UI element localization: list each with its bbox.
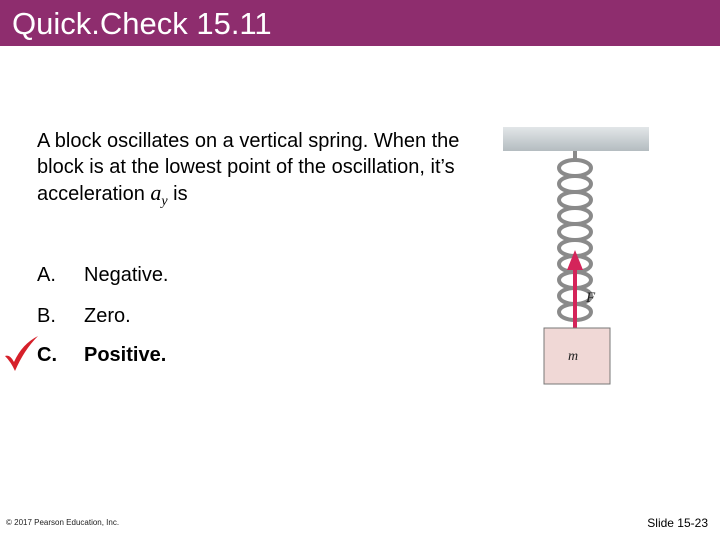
choice-text: Negative. (84, 264, 169, 286)
spring-block-diagram (500, 124, 655, 389)
ceiling-support (503, 127, 649, 151)
mass-label: m (568, 349, 579, 364)
choice-b[interactable] (37, 304, 131, 328)
question-text-end: is (167, 183, 188, 205)
slide-title: Quick.Check 15.11 (12, 6, 272, 41)
choice-letter: C. (37, 344, 57, 366)
question-text-main: A block oscillates on a vertical spring. When the block is at the lowest point of the oscillation, it’s acceleration (37, 130, 460, 205)
acceleration-symbol: a (150, 180, 162, 205)
choice-c[interactable] (37, 343, 166, 367)
title-bar (0, 0, 720, 46)
checkmark-icon (2, 334, 42, 374)
choice-text: Zero. (84, 305, 131, 327)
slide-number: Slide 15-23 (647, 516, 708, 530)
choice-a[interactable] (37, 263, 169, 287)
force-label: F (586, 290, 596, 306)
choice-letter: B. (37, 305, 56, 327)
acceleration-subscript: y (161, 194, 168, 209)
question-text (37, 128, 467, 210)
choice-text: Positive. (84, 344, 167, 366)
copyright-text: © 2017 Pearson Education, Inc. (6, 518, 120, 527)
choice-letter: A. (37, 264, 56, 286)
